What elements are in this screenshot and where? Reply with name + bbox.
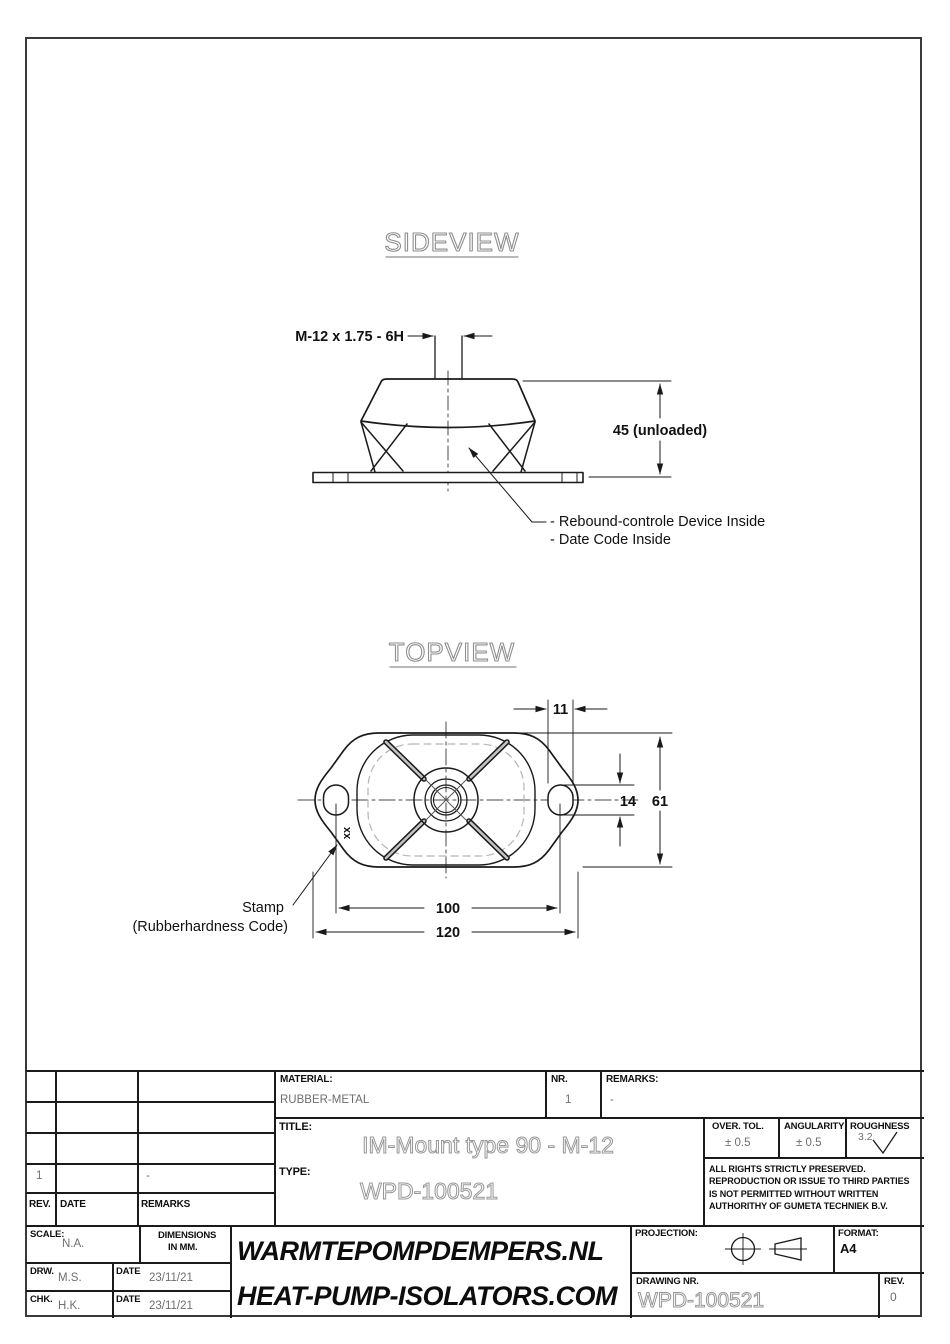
revision-row-remarks: - (146, 1170, 150, 1182)
dim-11-label: 11 (552, 702, 569, 718)
sideview-title: SIDEVIEW (384, 227, 520, 257)
format-label: FORMAT: (838, 1228, 879, 1239)
remarks-value: - (610, 1094, 614, 1106)
revision-header-date: DATE (60, 1199, 86, 1210)
scale-label: SCALE: (30, 1229, 65, 1240)
mount-slot-right (548, 785, 573, 815)
type-label: TYPE: (279, 1166, 311, 1178)
dimensions-label-line1: DIMENSIONS (158, 1230, 217, 1241)
revision-header-rev: REV. (29, 1199, 51, 1210)
dim-61-label: 61 (651, 794, 669, 810)
height-dim-label: 45 (unloaded) (612, 423, 708, 439)
projection-symbol-icon (695, 1232, 825, 1268)
roughness-value: 3.2 (858, 1131, 873, 1143)
drawing-nr-label: DRAWING NR. (636, 1276, 699, 1287)
title-value: IM-Mount type 90 - M-12 (362, 1132, 614, 1158)
format-value: A4 (840, 1241, 857, 1256)
drw-date-label: DATE (116, 1266, 141, 1277)
title-label: TITLE: (279, 1121, 313, 1133)
drawing-nr-value-svg (634, 1284, 854, 1316)
title-value-svg (274, 1126, 703, 1166)
scale-value: N.A. (62, 1238, 85, 1250)
over-tol-label: OVER. TOL. (712, 1121, 764, 1132)
rev-label: REV. (884, 1276, 905, 1287)
drw-value: M.S. (58, 1272, 82, 1284)
topview-title: TOPVIEW (388, 637, 516, 667)
stamp-leader (293, 845, 337, 905)
stamp-label-line2: (Rubberhardness Code) (132, 919, 288, 935)
chk-value: H.K. (58, 1300, 81, 1312)
nr-label: NR. (551, 1074, 568, 1085)
legal-line: IS NOT PERMITTED WITHOUT WRITTEN (709, 1188, 879, 1199)
note-datecode: - Date Code Inside (550, 532, 671, 548)
drawing-nr-value: WPD-100521 (638, 1289, 765, 1312)
angularity-value: ± 0.5 (796, 1137, 822, 1149)
remarks-label: REMARKS: (606, 1074, 659, 1085)
chk-label: CHK. (30, 1294, 53, 1305)
drw-label: DRW. (30, 1266, 54, 1277)
drw-date-value: 23/11/21 (149, 1272, 193, 1284)
dimensions-label-line2: IN MM. (168, 1242, 198, 1253)
dim-61 (516, 733, 672, 867)
notes-leader (469, 448, 546, 522)
topview-group (132, 637, 672, 941)
chk-date-label: DATE (116, 1294, 141, 1305)
type-value-svg (274, 1172, 703, 1212)
brand-line2: HEAT-PUMP-ISOLATORS.COM (237, 1281, 617, 1311)
over-tol-value: ± 0.5 (725, 1137, 751, 1149)
legal-line: ALL RIGHTS STRICTLY PRESERVED. (709, 1164, 866, 1174)
dim-100-label: 100 (435, 901, 461, 917)
base-plate (313, 473, 583, 483)
material-label: MATERIAL: (280, 1074, 333, 1085)
chk-date-value: 23/11/21 (149, 1300, 193, 1312)
material-value: RUBBER-METAL (280, 1094, 370, 1106)
dim-14-label: 14 (619, 794, 637, 810)
stamp-label-line1: Stamp (242, 900, 284, 916)
legal-text (709, 1163, 923, 1213)
note-rebound: - Rebound-controle Device Inside (550, 514, 766, 530)
legal-line: AUTHORITHY OF GUMETA TECHNIEK B.V. (709, 1201, 888, 1212)
rev-value: 0 (890, 1290, 897, 1304)
revision-header-remarks: REMARKS (141, 1199, 191, 1210)
type-value: WPD-100521 (359, 1178, 499, 1204)
thread-dim-label: M-12 x 1.75 - 6H (295, 329, 404, 345)
stamp-mark: xx (341, 826, 353, 840)
roughness-label: ROUGHNESS (850, 1121, 910, 1132)
roughness-check-icon (872, 1131, 906, 1155)
nr-value: 1 (565, 1094, 572, 1106)
sideview-group (295, 227, 765, 548)
brand-line1: WARMTEPOMPDEMPERS.NL (237, 1236, 604, 1266)
dim-120-label: 120 (435, 925, 461, 941)
projection-label: PROJECTION: (635, 1228, 698, 1239)
angularity-label: ANGULARITY (784, 1121, 845, 1132)
revision-row-rev: 1 (36, 1170, 43, 1182)
legal-line: REPRODUCTION OR ISSUE TO THIRD PARTIES (709, 1176, 910, 1187)
